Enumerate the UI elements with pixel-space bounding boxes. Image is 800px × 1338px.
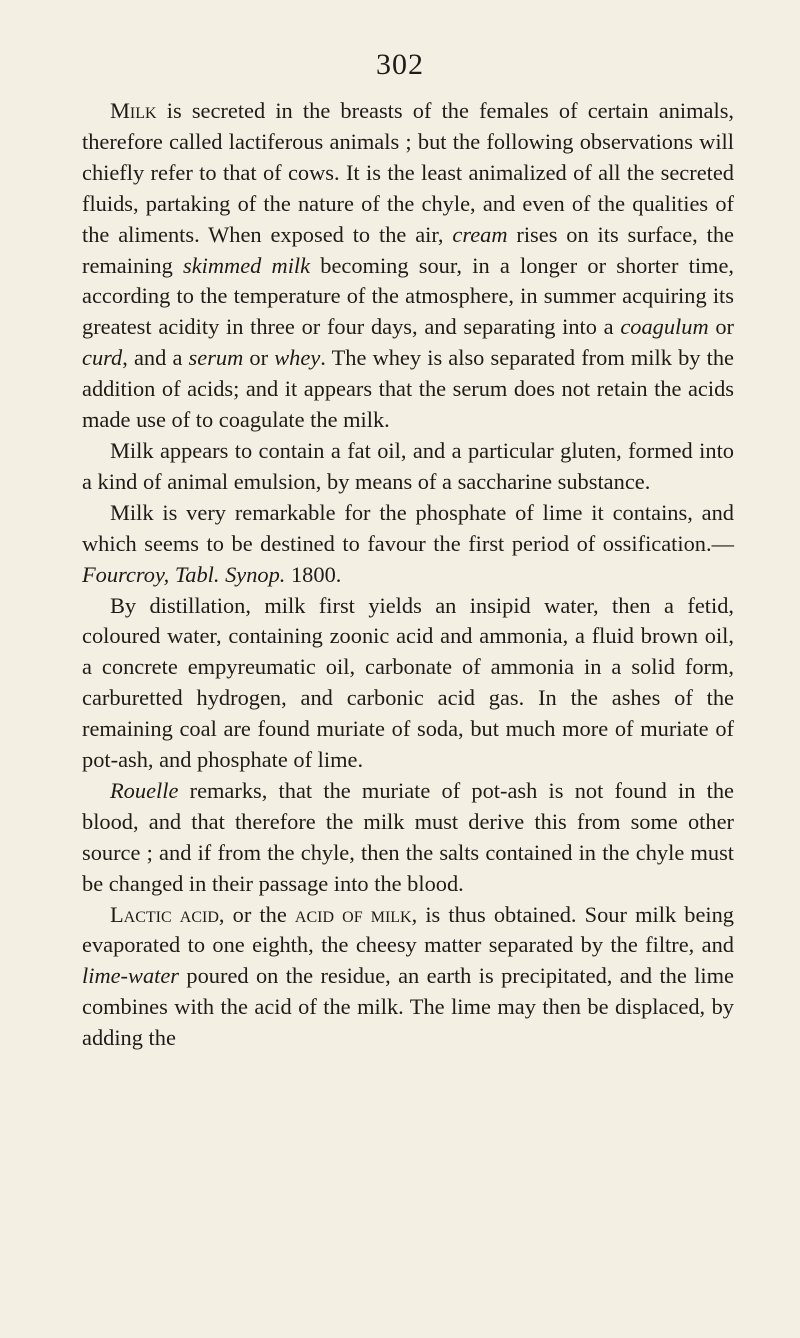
text-run: coagulum <box>620 314 709 340</box>
text-run: curd <box>82 345 123 371</box>
paragraph <box>82 498 734 591</box>
text-run: 1800. <box>285 561 342 587</box>
text-run: or <box>243 345 275 371</box>
text-run: Lactic acid <box>110 901 219 927</box>
text-run: cream <box>452 221 508 247</box>
text-run: remarks, that the muriate of pot-ash is not found in the blood, and that therefore the milk must derive this from some other source ; and if from the chyle, then the salts contained in the chyle must be changed in their passage into the blood. <box>82 777 734 896</box>
text-run: serum <box>188 345 244 371</box>
text-run: By distillation, milk first yields an insipid water, then a fetid, coloured water, containing zoonic acid and ammonia, a fluid brown oil, a concrete empyreumatic oil, carbonate of ammonia in a solid form, carburetted hydrogen, and carbonic acid gas. In the ashes of the remaining coal are found muriate of soda, but much more of muriate of pot-ash, and phosphate of lime. <box>82 592 734 773</box>
text-run: is secreted in the breasts of the females of certain animals, therefore called lactiferous animals ; but the following observations will chiefly refer to that of cows. It is the least animalized of all the secreted fluids, partaking of the nature of the chyle, and even of the qualities of the aliments. When exposed to the air, <box>82 98 734 247</box>
text-run: poured on the residue, an earth is precipitated, and the lime combines with the acid of the milk. The lime may then be displaced, by adding the <box>82 963 734 1051</box>
text-run: Rouelle <box>110 777 179 803</box>
body-text <box>82 96 734 1054</box>
text-run: , or the <box>218 901 295 927</box>
paragraph <box>82 900 734 1055</box>
text-run: skimmed milk <box>182 252 311 278</box>
paragraph <box>82 776 734 900</box>
paragraph <box>82 96 734 436</box>
text-run: rises on its surface, the remaining <box>82 221 734 278</box>
paragraph <box>82 436 734 498</box>
text-run: Milk is very remarkable for the phosphate of lime it contains, and which seems to be destined to favour the first period of ossification.— <box>82 499 734 556</box>
text-run: or <box>708 314 734 340</box>
text-run: becoming sour, in a longer or shorter time, according to the temperature of the atmosphere, in summer acquiring its greatest acidity in three or four days, and separating into a <box>82 252 734 340</box>
text-run: , is thus obtained. Sour milk being evaporated to one eighth, the cheesy matter separated by the filtre, and <box>82 901 735 958</box>
text-run: . The whey is also separated from milk by the addition of acids; and it appears that the serum does not retain the acids made use of to coagulate the milk. <box>82 345 734 433</box>
text-run: acid of milk <box>294 901 412 927</box>
page-number: 302 <box>376 48 424 81</box>
text-run: Milk appears to contain a fat oil, and a particular gluten, formed into a kind of animal emulsion, by means of a saccharine substance. <box>82 437 734 494</box>
citation: Fourcroy, Tabl. Synop. <box>82 561 286 587</box>
text-run: Milk <box>110 98 157 123</box>
text-run: lime-water <box>82 963 180 989</box>
text-run: , and a <box>122 345 189 371</box>
text-run: whey <box>274 345 321 371</box>
paragraph <box>82 591 734 776</box>
